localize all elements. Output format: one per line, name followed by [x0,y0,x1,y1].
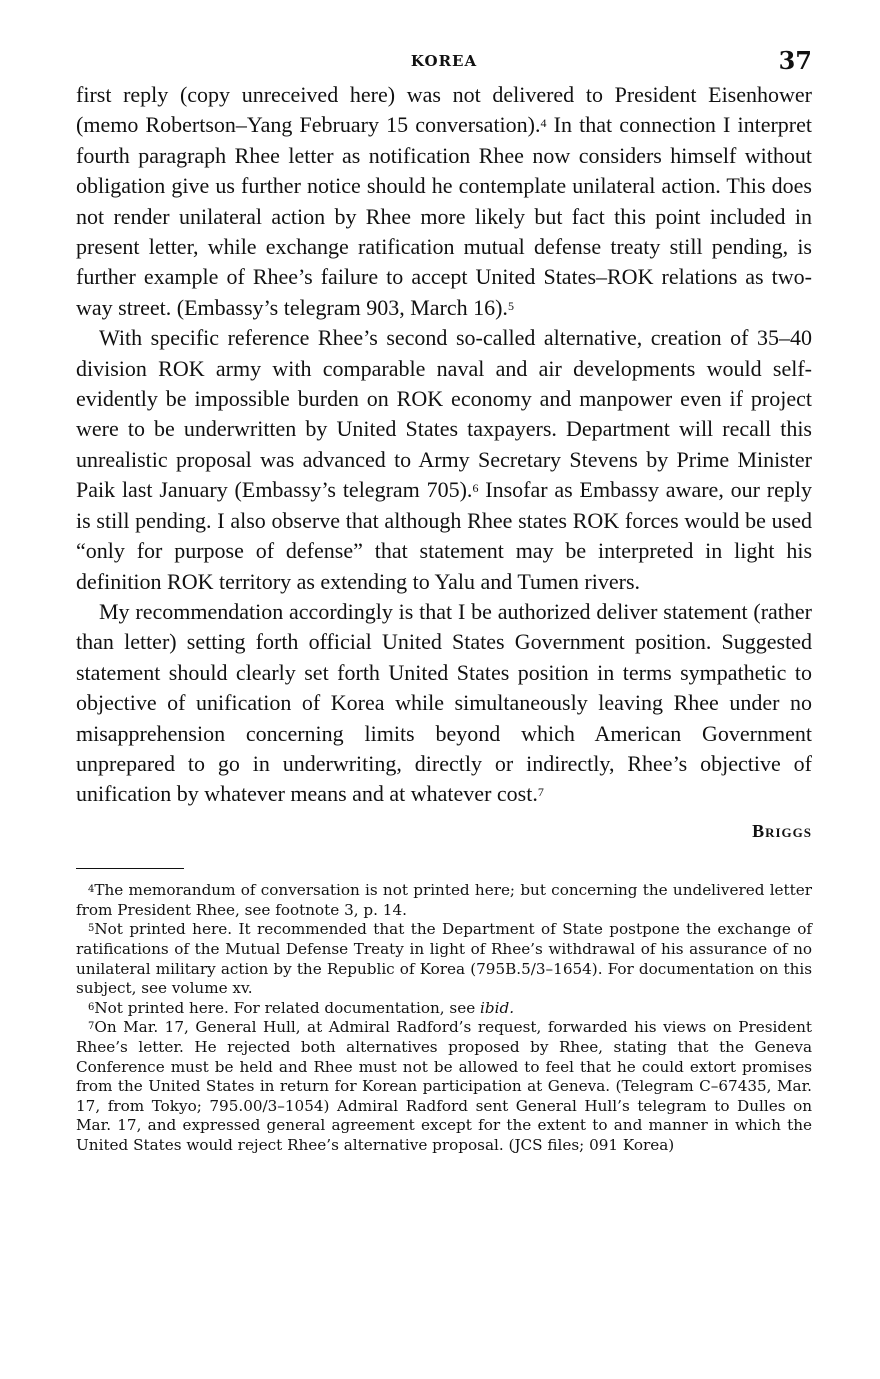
body-text [76,80,812,846]
footnote-ibid: ibid. [480,998,515,1017]
footnote-5 [76,920,812,998]
paragraph-3-text-a: My recommendation accordingly is that I be authorized deliver statement (rather than letter) setting forth official United States Government position. Suggested statement should clearly set forth United States position in terms sympathetic to objective of unification of Korea while simultaneously leaving Rhee under no misapprehension concerning limits beyond which American Government unprepared to go in underwriting, directly or indirectly, Rhee’s objective of unification by whatever means and at whatever cost. [76,598,812,807]
footnote-ref-5: 5 [507,298,514,313]
paragraph-1 [76,80,812,323]
footnote-divider [76,868,184,869]
paragraph-1-text-b: In that connection I interpret fourth paragraph Rhee letter as notification Rhee now considers himself without obligation give us further notice should he contemplate unilateral action. This does not render unilateral action by Rhee more likely but fact this point included in present letter, while exchange ratification mutual defense treaty still pending, is further example of Rhee’s failure to accept United States–ROK relations as two-way street. (Embassy’s telegram 903, March 16). [76,112,812,320]
footnote-7 [76,1018,812,1155]
paragraph-3 [76,597,812,810]
footnote-mark: 6 [88,1001,95,1013]
footnote-ref-6: 6 [472,481,479,496]
page-number: 37 [778,46,812,75]
running-head-title: KOREA [410,52,478,70]
paragraph-2-text-b: Insofar as Embassy aware, our reply is still pending. I also observe that although Rhee states ROK forces would be used “only for purpose of defense” that statement may be interpreted in light his definition ROK territory as extending to Yalu and Tumen rivers. [76,477,812,594]
paragraph-2-text-a: With specific reference Rhee’s second so-called alternative, creation of 35–40 division ROK army with comparable naval and air developments would self-evidently be impossible burden on ROK economy and manpower even if project were to be underwritten by United States taxpayers. Department will recall this unrealistic proposal was advanced to Army Secretary Stevens by Prime Minister Paik last January (Embassy’s telegram 705). [76,325,812,503]
footnote-4 [76,881,812,920]
footnote-mark: 7 [88,1021,95,1033]
footnote-text: On Mar. 17, General Hull, at Admiral Radford’s request, forwarded his views on President Rhee’s letter. He rejected both alternatives proposed by Rhee, stating that the Geneva Conference must be held and Rhee must not be allowed to feel that he could extort promises from the United States in return for Korean participation at Geneva. (Telegram C–67435, Mar. 17, from Tokyo; 795.00/3–1054) Admiral Radford sent General Hull’s telegram to Dulles on Mar. 17, and expressed general agreement except for the extent to and manner in which the United States would reject Rhee’s alternative proposal. (JCS files; 091 Korea) [76,1018,812,1154]
footnotes [76,881,812,1155]
paragraph-1-text-a: first reply (copy unreceived here) was not delivered to President Eisenhower (memo Robertson–Yang February 15 conversation). [76,82,812,138]
footnote-text: Not printed here. It recommended that the Department of State postpone the exchange of ratifications of the Mutual Defense Treaty in light of Rhee’s withdrawal of his assurance of no unilateral military action by the Republic of Korea (795B.5/3–1654). For documentation on this subject, see volume xv. [76,920,812,998]
signature: Briggs [752,820,812,841]
paragraph-2 [76,323,812,597]
running-head [76,44,812,80]
document-page [76,44,812,1155]
footnote-ref-7: 7 [537,785,544,800]
footnote-mark: 5 [88,923,95,935]
footnote-mark: 4 [88,884,95,896]
footnote-text: Not printed here. For related documentation, see [94,998,481,1017]
footnote-ref-4: 4 [540,116,547,131]
footnote-6 [76,999,812,1019]
footnote-text: The memorandum of conversation is not printed here; but concerning the undelivered letter from President Rhee, see footnote 3, p. 14. [76,881,812,919]
